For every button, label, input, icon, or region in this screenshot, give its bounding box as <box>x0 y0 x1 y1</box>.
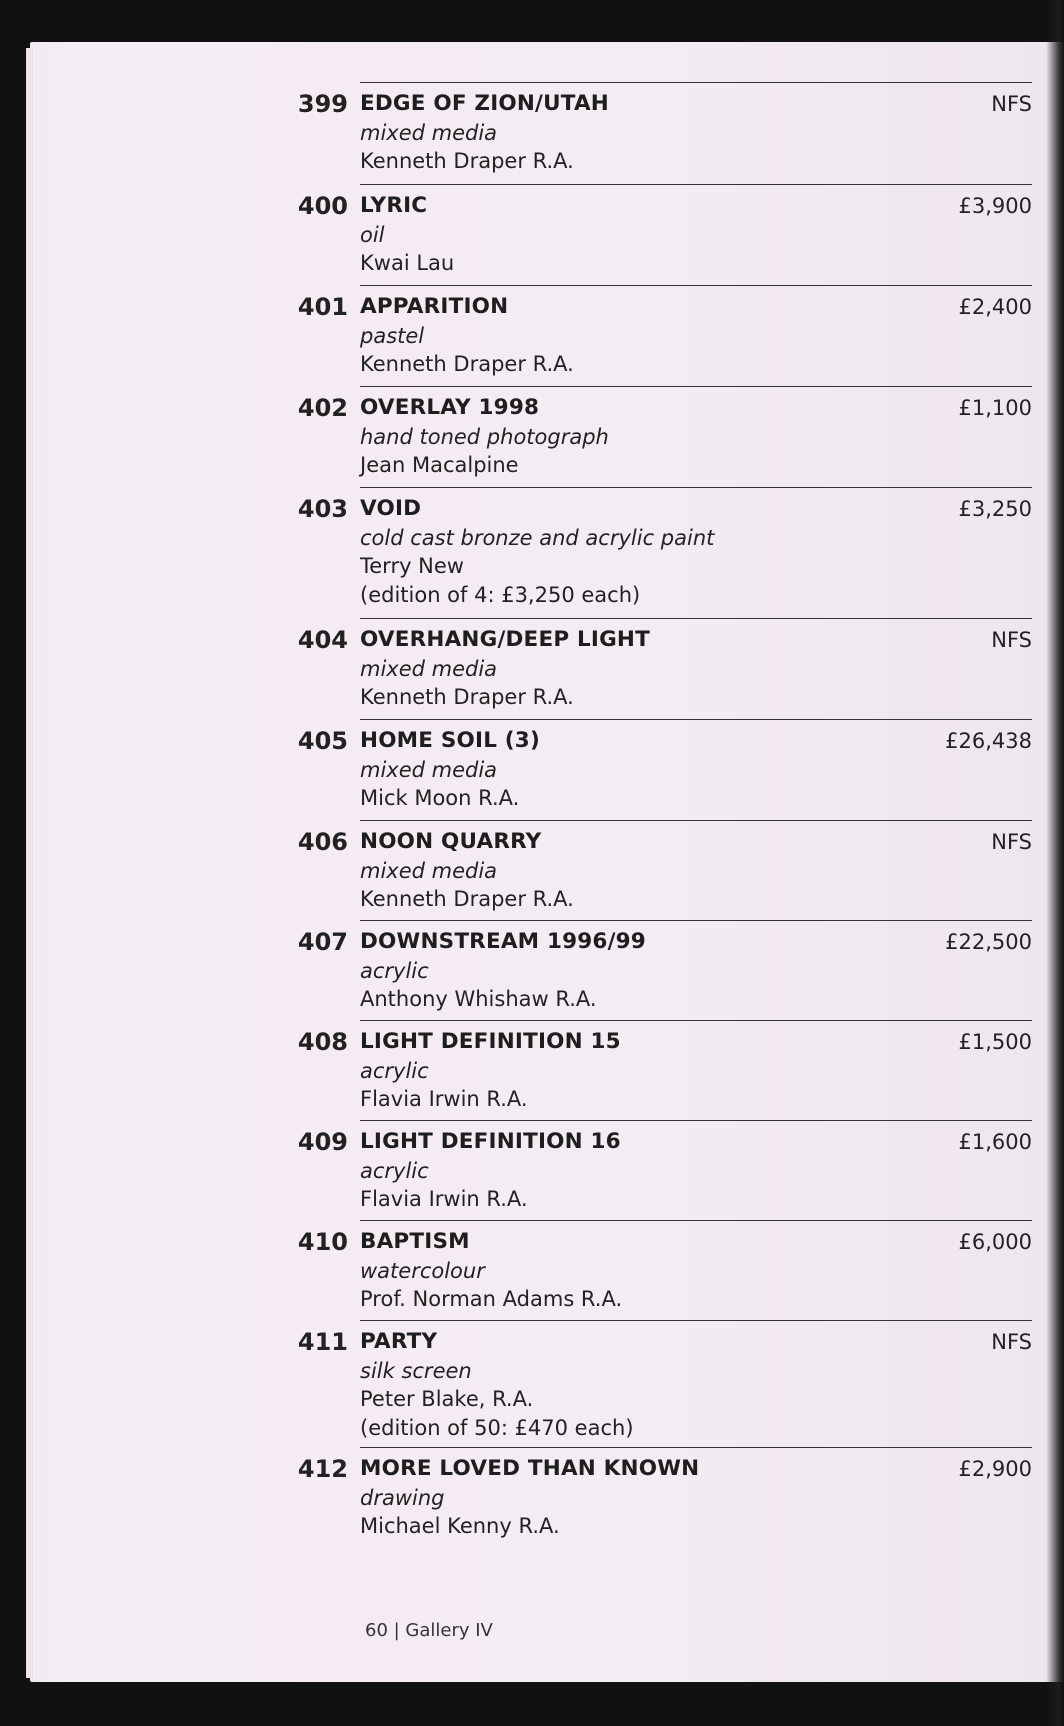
entry-title: VOID <box>360 496 422 521</box>
entry-title: DOWNSTREAM 1996/99 <box>360 929 646 954</box>
entry-number: 411 <box>297 1328 348 1356</box>
entry-price: £22,500 <box>945 930 1032 954</box>
entry-price: NFS <box>991 830 1032 854</box>
entry-rule <box>360 82 1032 83</box>
entry-rule <box>360 184 1032 185</box>
entry-number: 410 <box>297 1228 348 1256</box>
entry-number: 399 <box>297 90 348 118</box>
entry-edition-note: (edition of 4: £3,250 each) <box>360 582 641 607</box>
entry-price: £6,000 <box>958 1230 1032 1254</box>
entry-price: £1,500 <box>958 1030 1032 1054</box>
entry-price: £2,900 <box>958 1457 1032 1481</box>
entry-medium: hand toned photograph <box>360 424 609 449</box>
entry-rule <box>360 285 1032 286</box>
entry-edition-note: (edition of 50: £470 each) <box>360 1415 634 1440</box>
entry-artist: Kenneth Draper R.A. <box>360 149 574 174</box>
entry-artist: Kenneth Draper R.A. <box>360 352 574 377</box>
entry-artist: Flavia Irwin R.A. <box>360 1087 528 1112</box>
entry-artist: Mick Moon R.A. <box>360 786 520 811</box>
page-shadow <box>1046 0 1064 1726</box>
entry-medium: mixed media <box>360 120 498 145</box>
entry-title: EDGE OF ZION/UTAH <box>360 91 610 116</box>
entry-title: LIGHT DEFINITION 15 <box>360 1029 621 1054</box>
entry-medium: silk screen <box>360 1358 472 1383</box>
entry-medium: acrylic <box>360 1158 429 1183</box>
entry-medium: mixed media <box>360 757 498 782</box>
entry-number: 412 <box>297 1455 348 1483</box>
entry-price: £1,100 <box>958 396 1032 420</box>
page-edge <box>26 48 34 1678</box>
entry-rule <box>360 1120 1032 1121</box>
entry-price: NFS <box>991 92 1032 116</box>
entry-rule <box>360 719 1032 720</box>
entry-number: 405 <box>297 727 348 755</box>
page-footer: 60 | Gallery IV <box>365 1620 493 1641</box>
entry-title: MORE LOVED THAN KNOWN <box>360 1456 700 1481</box>
entry-rule <box>360 1320 1032 1321</box>
entry-title: NOON QUARRY <box>360 829 542 854</box>
entry-price: £1,600 <box>958 1130 1032 1154</box>
entry-medium: acrylic <box>360 958 429 983</box>
entry-medium: oil <box>360 222 385 247</box>
entry-artist: Jean Macalpine <box>360 453 519 478</box>
entry-price: £3,250 <box>958 497 1032 521</box>
entry-medium: mixed media <box>360 858 498 883</box>
entry-rule <box>360 487 1032 488</box>
entry-number: 409 <box>297 1128 348 1156</box>
entry-title: HOME SOIL (3) <box>360 728 540 753</box>
entry-rule <box>360 1020 1032 1021</box>
entry-medium: watercolour <box>360 1258 485 1283</box>
entry-price: £3,900 <box>958 194 1032 218</box>
entry-price: £2,400 <box>958 295 1032 319</box>
entry-title: LIGHT DEFINITION 16 <box>360 1129 621 1154</box>
entry-title: BAPTISM <box>360 1229 470 1254</box>
entry-artist: Terry New <box>360 554 464 579</box>
entry-number: 404 <box>297 626 348 654</box>
entry-rule <box>360 820 1032 821</box>
entry-title: PARTY <box>360 1329 438 1354</box>
entry-medium: cold cast bronze and acrylic paint <box>360 525 715 550</box>
entry-title: LYRIC <box>360 193 428 218</box>
entry-artist: Michael Kenny R.A. <box>360 1514 560 1539</box>
entry-rule <box>360 618 1032 619</box>
entry-rule <box>360 920 1032 921</box>
entry-medium: mixed media <box>360 656 498 681</box>
entry-price: NFS <box>991 628 1032 652</box>
entry-medium: drawing <box>360 1485 445 1510</box>
entry-artist: Peter Blake, R.A. <box>360 1387 534 1412</box>
entry-title: OVERHANG/DEEP LIGHT <box>360 627 650 652</box>
entry-artist: Anthony Whishaw R.A. <box>360 987 597 1012</box>
entry-price: NFS <box>991 1330 1032 1354</box>
entry-artist: Kenneth Draper R.A. <box>360 685 574 710</box>
entry-price: £26,438 <box>945 729 1032 753</box>
entry-medium: acrylic <box>360 1058 429 1083</box>
entry-number: 401 <box>297 293 348 321</box>
entry-number: 402 <box>297 394 348 422</box>
entry-artist: Kwai Lau <box>360 251 455 276</box>
entry-rule <box>360 1220 1032 1221</box>
entry-title: APPARITION <box>360 294 509 319</box>
entry-rule <box>360 386 1032 387</box>
entry-medium: pastel <box>360 323 425 348</box>
entry-artist: Prof. Norman Adams R.A. <box>360 1287 623 1312</box>
entry-number: 408 <box>297 1028 348 1056</box>
entry-rule <box>360 1447 1032 1448</box>
entry-artist: Flavia Irwin R.A. <box>360 1187 528 1212</box>
entry-title: OVERLAY 1998 <box>360 395 540 420</box>
entry-number: 407 <box>297 928 348 956</box>
entry-artist: Kenneth Draper R.A. <box>360 887 574 912</box>
entry-number: 403 <box>297 495 348 523</box>
entry-number: 406 <box>297 828 348 856</box>
entry-number: 400 <box>297 192 348 220</box>
